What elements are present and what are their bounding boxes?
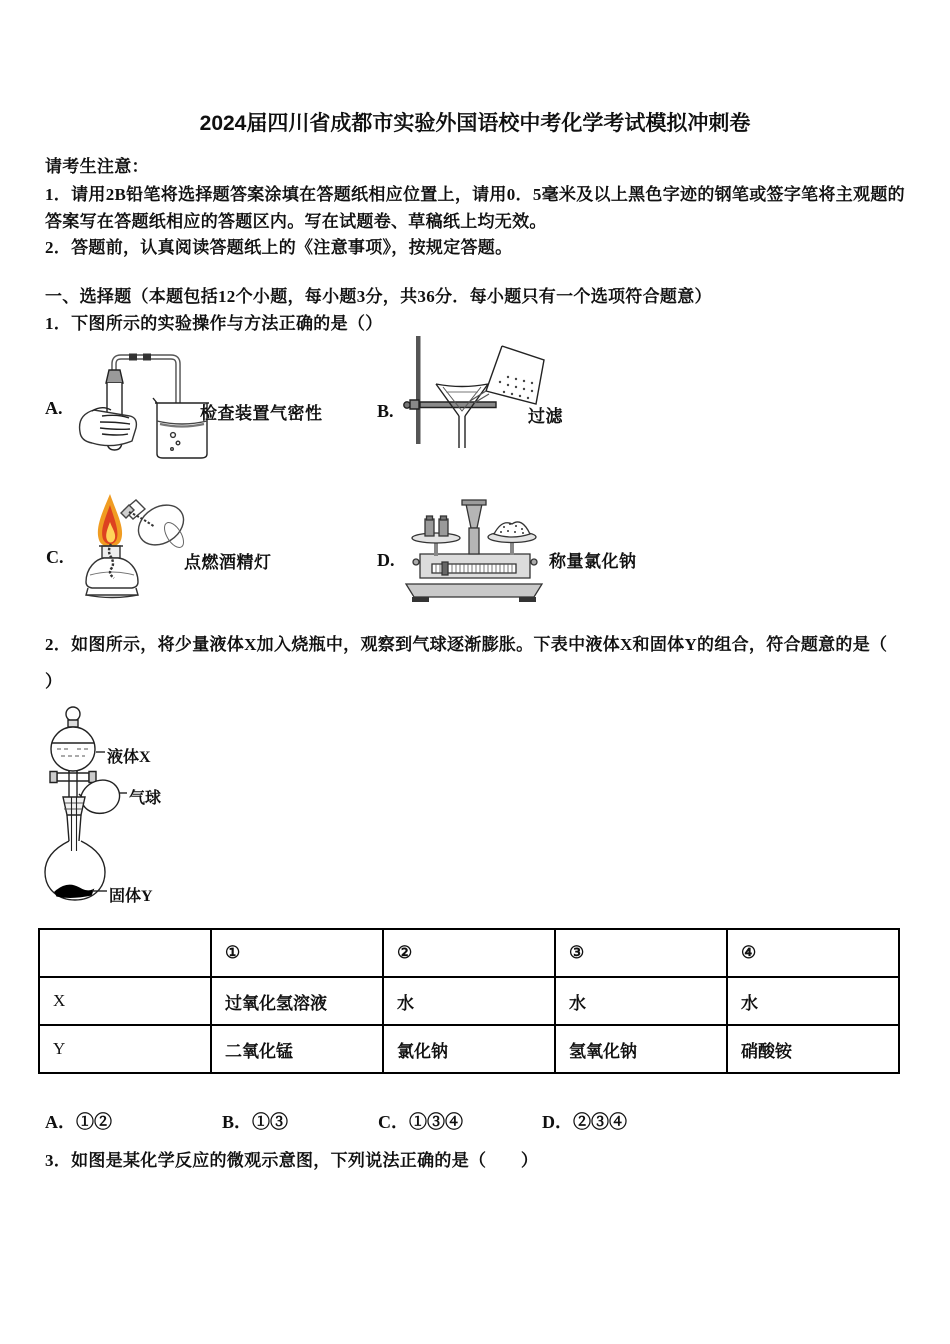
right-pan bbox=[488, 522, 536, 555]
solid-y-label: 固体Y bbox=[109, 888, 153, 905]
stopcock bbox=[50, 771, 96, 783]
tilted-lamp bbox=[121, 497, 191, 553]
q1-option-d-caption: 称量氯化钠 bbox=[549, 552, 637, 571]
filtration-figure bbox=[396, 334, 566, 452]
lamp-body bbox=[86, 544, 138, 598]
row-x-cell-4: 水 bbox=[727, 977, 899, 1025]
q1-option-a-label: A. bbox=[45, 398, 63, 418]
balance-body bbox=[413, 554, 537, 578]
dropping-funnel bbox=[51, 707, 105, 771]
hand bbox=[80, 408, 137, 446]
table-header-2: ② bbox=[383, 929, 555, 977]
stand bbox=[404, 336, 496, 444]
q2-choice-d: D．②③④ bbox=[542, 1112, 627, 1132]
funnel bbox=[436, 384, 488, 448]
pointer-pillar bbox=[462, 500, 486, 554]
q1-option-a-caption: 检查装置气密性 bbox=[200, 404, 323, 423]
balance-figure bbox=[398, 492, 550, 606]
row-x-cell-1: 过氧化氢溶液 bbox=[211, 977, 383, 1025]
row-y-cell-3: 氢氧化钠 bbox=[555, 1025, 727, 1073]
table-corner-cell bbox=[39, 929, 211, 977]
page-title: 2024届四川省成都市实验外国语校中考化学考试模拟冲刺卷 bbox=[199, 112, 751, 135]
q2-stem-close: ） bbox=[45, 672, 63, 691]
row-x-label: X bbox=[39, 977, 211, 1025]
q2-combination-table bbox=[38, 928, 900, 1074]
notice-heading: 请考生注意： bbox=[45, 157, 149, 176]
liquid-x-label: 液体X bbox=[107, 749, 151, 766]
q1-option-b-label: B. bbox=[377, 401, 394, 421]
left-pan bbox=[412, 516, 460, 556]
q2-choice-b: B．①③ bbox=[222, 1112, 289, 1132]
balloon bbox=[79, 780, 127, 813]
flask-balloon-figure bbox=[35, 701, 185, 907]
row-y-label: Y bbox=[39, 1025, 211, 1073]
q2-choice-a: A．①② bbox=[45, 1112, 112, 1132]
notice-line-3: 2．答题前，认真阅读答题纸上的《注意事项》，按规定答题。 bbox=[45, 238, 513, 257]
q1-option-c-caption: 点燃酒精灯 bbox=[184, 553, 272, 572]
table-row-x bbox=[39, 977, 899, 1025]
q3-stem: 3．如图是某化学反应的微观示意图，下列说法正确的是（ ） bbox=[45, 1151, 539, 1170]
row-x-cell-2: 水 bbox=[383, 977, 555, 1025]
row-y-cell-1: 二氧化锰 bbox=[211, 1025, 383, 1073]
table-row-y bbox=[39, 1025, 899, 1073]
q2-choice-c: C．①③④ bbox=[378, 1112, 463, 1132]
q1-option-c-label: C. bbox=[46, 547, 64, 567]
row-x-cell-3: 水 bbox=[555, 977, 727, 1025]
table-header-1: ① bbox=[211, 929, 383, 977]
pouring-beaker bbox=[470, 346, 544, 404]
flame bbox=[98, 494, 122, 547]
row-y-cell-4: 硝酸铵 bbox=[727, 1025, 899, 1073]
flask-stopper bbox=[63, 797, 85, 815]
q1-stem: 1．下图所示的实验操作与方法正确的是（） bbox=[45, 314, 383, 333]
alcohol-lamp-figure bbox=[66, 488, 194, 604]
row-y-cell-2: 氯化钠 bbox=[383, 1025, 555, 1073]
q2-stem: 2．如图所示，将少量液体X加入烧瓶中，观察到气球逐渐膨胀。下表中液体X和固体Y的组合，符合题意的是（ bbox=[45, 635, 888, 654]
table-header-row bbox=[39, 929, 899, 977]
balloon-label: 气球 bbox=[129, 790, 162, 807]
balance-base bbox=[406, 584, 542, 602]
section-one-heading: 一、选择题（本题包括12个小题，每小题3分，共36分．每小题只有一个选项符合题意） bbox=[45, 287, 712, 306]
q1-option-d-label: D. bbox=[377, 550, 395, 570]
table-header-3: ③ bbox=[555, 929, 727, 977]
notice-line-1: 1．请用2B铅笔将选择题答案涂填在答题纸相应位置上，请用0．5毫米及以上黑色字迹的钢笔或签字笔将主观题的 bbox=[45, 185, 905, 204]
notice-line-2: 答案写在答题纸相应的答题区内。写在试题卷、草稿纸上均无效。 bbox=[45, 212, 547, 231]
table-header-4: ④ bbox=[727, 929, 899, 977]
q1-option-b-caption: 过滤 bbox=[528, 407, 563, 426]
